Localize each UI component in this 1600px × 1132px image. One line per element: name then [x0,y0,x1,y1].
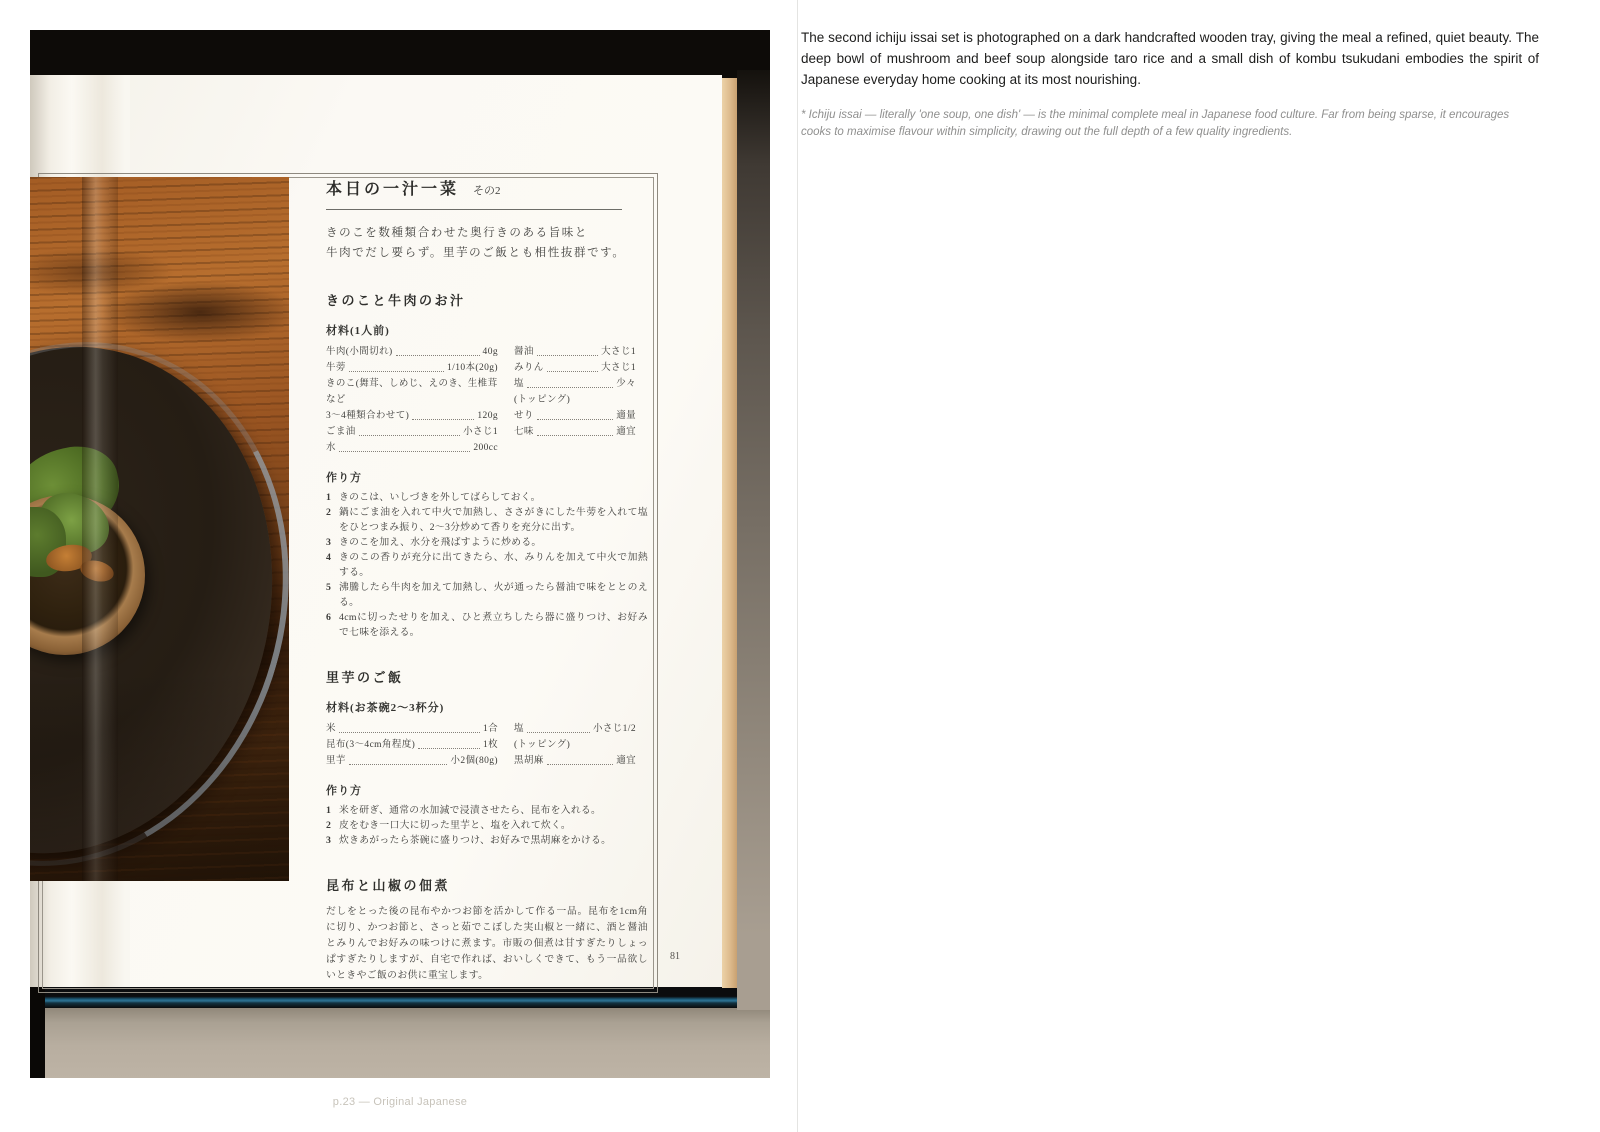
dotted-leader [547,371,598,372]
soup-steps [326,490,648,640]
annotation-description: The second ichiju issai set is photographed on a dark handcrafted wooden tray, giving the meal a refined, quiet beauty. The deep bowl of mushroom and beef soup alongside taro rice and a small dish of kombu tsukudani embodies the spirit of Japanese everyday home cooking at its most nourishing. [801,30,1539,87]
dotted-leader [537,435,613,436]
ingredient-amount: 1枚 [482,740,498,750]
dotted-leader [349,764,448,765]
ingredients-column-left [326,721,498,769]
lead-line: きのこを数種類合わせた奥行きのある旨味と [326,227,588,239]
step-number: 3 [326,537,332,548]
step [326,505,648,535]
dotted-leader [339,732,480,733]
ingredient-amount: 適宜 [616,756,636,766]
step-number: 4 [326,552,332,563]
dotted-leader [537,419,613,420]
rice-steps [326,803,648,848]
ingredient-row: きのこ(舞茸、しめじ、えのき、生椎茸など [326,379,498,405]
ingredient-name: 米 [326,724,336,734]
ingredient-row [326,440,498,456]
ingredient-name: 里芋 [326,756,346,766]
ingredient-amount: 適宜 [616,427,636,437]
step-number: 6 [326,612,332,623]
book-spine-shadow [30,980,45,1078]
ingredient-row: (トッピング) [514,395,571,405]
ingredient-name: 3〜4種類合わせて) [326,411,410,421]
dotted-leader [359,435,460,436]
step-number: 1 [326,492,332,503]
step-text: きのこを加え、水分を飛ばすように炒める。 [339,537,542,548]
ingredient-row [326,424,498,440]
dotted-leader [349,371,444,372]
tsukudani-heading: 昆布と山椒の佃煮 [326,878,451,893]
ingredient-amount: 40g [482,347,498,357]
rice-heading: 里芋のご飯 [326,670,404,685]
ingredient-row [326,737,498,753]
recipe-text [326,176,648,984]
ingredient-name: 牛蒡 [326,363,346,373]
ingredient-amount: 大さじ1 [601,347,636,357]
step [326,818,648,833]
dotted-leader [412,419,474,420]
tsukudani-body: だしをとった後の昆布やかつお節を活かして作る一品。昆布を1cm角に切り、かつお節と、さっと茹でこぼした実山椒と一緒に、酒と醤油とみりんでお好みの味つけに煮ます。市販の佃煮は甘すぎたりしょっぱすぎたりしますが、自宅で作れば、おいしくできて、もう一品欲しいときやご飯のお供に重宝します。 [326,906,648,981]
ingredients-column-right [514,344,636,456]
annotation-panel [801,27,1539,141]
ingredient-amount: 少々 [616,379,636,389]
recipe-lead [326,223,648,263]
ingredient-row [326,360,498,376]
ingredient-amount: 200cc [473,443,498,453]
rice-ingredients-label: 材料(お茶碗2〜3杯分) [326,702,445,714]
ingredient-row [326,721,498,737]
lead-line: 牛肉でだし要らず。里芋のご飯とも相性抜群です。 [326,247,626,259]
step [326,490,648,505]
recipe-title-row [326,176,622,210]
ingredient-name: せり [514,411,534,421]
ingredient-amount: 適量 [616,411,636,421]
step [326,610,648,640]
dotted-leader [396,355,480,356]
dotted-leader [418,748,480,749]
ingredient-row: (トッピング) [514,740,571,750]
ingredient-name: 七味 [514,427,534,437]
rice-ingredients [326,721,648,769]
dotted-leader [527,732,590,733]
ingredient-amount: 1/10本(20g) [447,363,498,373]
step-text: 米を研ぎ、通常の水加減で浸漬させたら、昆布を入れる。 [339,805,602,816]
rice-steps-label: 作り方 [326,785,362,797]
step-text: 鍋にごま油を入れて中火で加熱し、ささがきにした牛蒡を入れて塩をひとつまみ振り、2〜3分炒めて香りを充分に出す。 [339,507,648,533]
ingredient-name: 塩 [514,379,524,389]
page-edges [722,78,737,988]
dotted-leader [547,764,613,765]
ingredient-row [326,408,498,424]
ingredient-name: 牛肉(小間切れ) [326,347,393,357]
recipe-title: 本日の一汁一菜 [326,181,460,198]
ingredient-row [326,753,498,769]
ingredient-name: 塩 [514,724,524,734]
step [326,580,648,610]
ingredient-row [514,753,636,769]
soup-ingredients-label: 材料(1人前) [326,325,390,337]
step-number: 2 [326,820,332,831]
step-number: 1 [326,805,332,816]
step-text: 沸騰したら牛肉を加えて加熱し、火が通ったら醤油で味をととのえる。 [339,582,648,608]
step [326,803,648,818]
ingredient-row [514,721,636,737]
soup-steps-label: 作り方 [326,472,362,484]
soup-heading: きのこと牛肉のお汁 [326,293,466,308]
annotation-footnote: * Ichiju issai — literally 'one soup, one dish' — is the minimal complete meal in Japanese food culture. Far from being sparse, it encourages cooks to maximise flavour within simplicity, drawing out the full depth of a few quality ingredients. [801,109,1510,138]
step [326,833,648,848]
panel-divider [797,0,798,1132]
ingredients-column-left [326,344,498,456]
ingredient-name: 水 [326,443,336,453]
photo-vignette [30,177,289,881]
ingredient-row [514,424,636,440]
ingredient-row [514,344,636,360]
ingredient-amount: 120g [477,411,498,421]
ingredient-amount: 小さじ1 [463,427,498,437]
dotted-leader [339,451,470,452]
step [326,535,648,550]
food-photo [30,177,289,881]
step [326,550,648,580]
ingredient-name: ごま油 [326,427,356,437]
dotted-leader [527,387,613,388]
ingredient-amount: 小さじ1/2 [592,724,636,734]
soup-ingredients [326,344,648,456]
recipe-title-suffix: その2 [473,185,501,197]
ingredient-name: 醤油 [514,347,534,357]
step-text: 炊きあがったら茶碗に盛りつけ、お好みで黒胡麻をかける。 [339,835,612,846]
step-number: 5 [326,582,332,593]
table-surface [30,1007,770,1078]
ingredient-amount: 大さじ1 [601,363,636,373]
step-number: 3 [326,835,332,846]
step-text: きのこは、いしづきを外してばらしておく。 [339,492,541,503]
ingredient-row [514,360,636,376]
dotted-leader [537,355,598,356]
ingredient-amount: 小2個(80g) [450,756,498,766]
right-shadow [737,70,770,1010]
step-number: 2 [326,507,332,518]
book-photograph [30,30,770,1078]
ingredients-column-right [514,721,636,769]
ingredient-name: 昆布(3〜4cm角程度) [326,740,416,750]
ingredient-row [514,376,636,392]
ingredient-name: みりん [514,363,544,373]
ingredient-amount: 1合 [482,724,498,734]
ingredient-name: 黒胡麻 [514,756,544,766]
step-text: 皮をむき一口大に切った里芋と、塩を入れて炊く。 [339,820,572,831]
ingredient-row [514,408,636,424]
step-text: 4cmに切ったせりを加え、ひと煮立ちしたら器に盛りつけ、お好みで七味を添える。 [339,612,648,638]
page-number: 81 [670,951,680,962]
ingredient-row [326,344,498,360]
step-text: きのこの香りが充分に出てきたら、水、みりんを加えて中火で加熱する。 [339,552,648,578]
image-caption: p.23 — Original Japanese [332,1096,468,1108]
